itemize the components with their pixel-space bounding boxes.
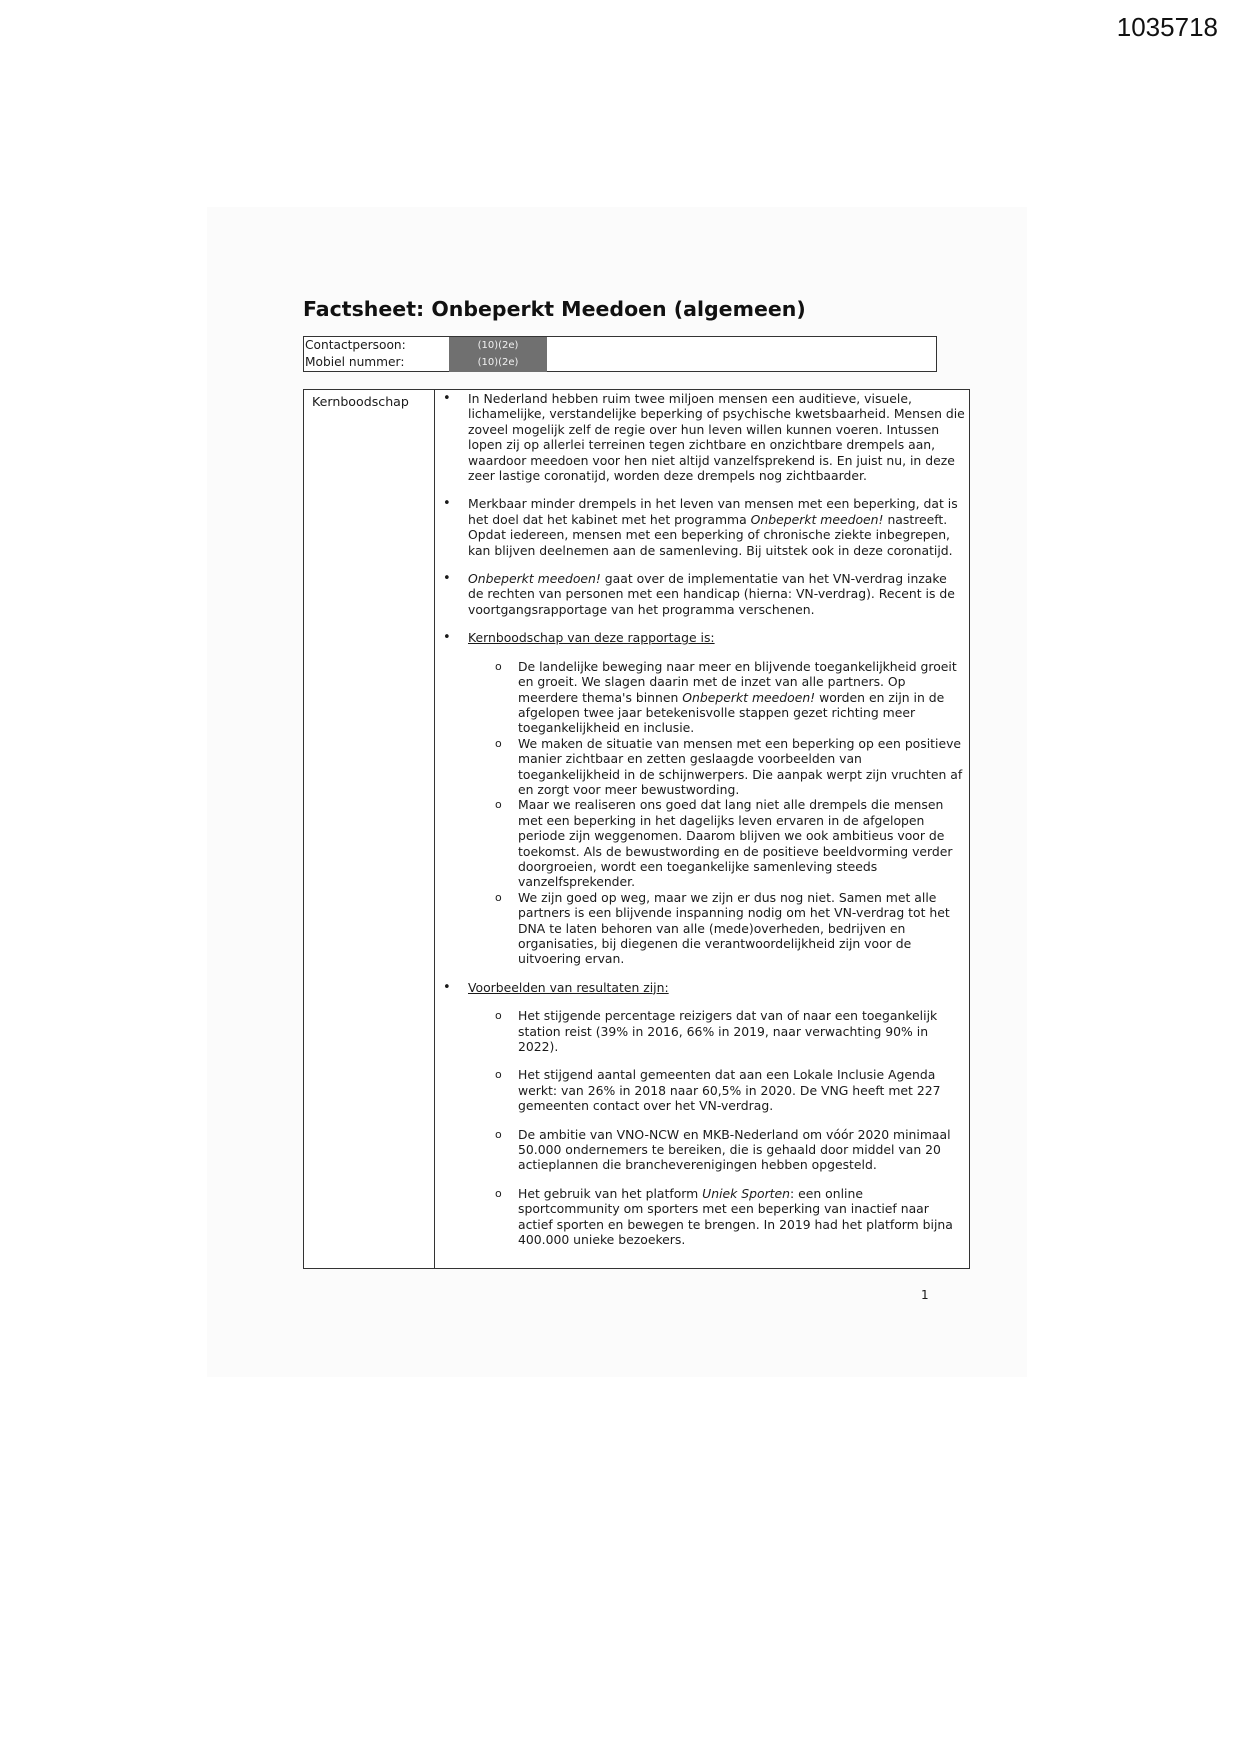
platform-name: Uniek Sporten	[702, 1185, 791, 1201]
sub-list-item	[468, 890, 965, 967]
bullet-text: Merkbaar minder drempels in het leven van mensen met een beperking, dat is het doel dat het kabinet met het programma	[468, 496, 958, 527]
redaction-contact-person: (10)(2e)	[449, 337, 547, 354]
list-item	[435, 980, 965, 1248]
sub-item-text: Het gebruik van het platform	[518, 1185, 703, 1201]
sub-list	[468, 1008, 965, 1247]
mobile-number-row	[304, 354, 936, 371]
contact-table	[303, 336, 937, 372]
contact-person-label: Contactpersoon:	[305, 338, 406, 352]
core-message-table	[303, 389, 970, 1269]
list-item	[435, 391, 965, 483]
core-message-content	[435, 390, 969, 1261]
sub-item-text: Het stijgend aantal gemeenten dat aan een Lokale Inclusie Agenda werkt: van 26% in 2018 naar 60,5% in 2020. De VNG heeft met 227 gemeenten contact over het VN-verdrag.	[518, 1067, 941, 1114]
section-label: Kernboodschap	[312, 394, 409, 409]
contact-person-row	[304, 337, 936, 354]
sub-item-text: : een online sportcommunity om sporters met een beperking van inactief naar actief sporten en bewegen te brengen. In 2019 had het platform bijna 400.000 unieke bezoekers.	[518, 1185, 953, 1248]
subheading-kernboodschap: Kernboodschap van deze rapportage is:	[468, 630, 715, 646]
subheading-voorbeelden: Voorbeelden van resultaten zijn:	[468, 979, 669, 995]
list-item	[435, 630, 965, 967]
sub-list-item	[468, 659, 965, 736]
program-name: Onbeperkt meedoen!	[682, 689, 816, 705]
sub-list-item	[468, 736, 965, 798]
list-item	[435, 571, 965, 617]
sub-list-item	[468, 1186, 965, 1248]
document-id: 1035718	[1116, 12, 1218, 42]
sub-list-item	[468, 1127, 965, 1173]
bullet-text: In Nederland hebben ruim twee miljoen mensen een auditieve, visuele, lichamelijke, verstandelijke beperking of psychische kwetsbaarheid. Mensen die zoveel mogelijk zelf de regie over hun leven willen kunnen voeren. Intussen lopen zij op allerlei terreinen tegen zichtbare en onzichtbare drempels aan, waardoor meedoen voor hen niet altijd vanzelfsprekend is. En juist nu, in deze zeer lastige coronatijd, worden deze drempels nog zichtbaarder.	[468, 391, 965, 484]
sub-item-text: Het stijgende percentage reizigers dat van of naar een toegankelijk station reist (39% in 2016, 66% in 2019, naar verwachting 90% in 2022).	[518, 1008, 938, 1055]
sub-item-text: We zijn goed op weg, maar we zijn er dus nog niet. Samen met alle partners is een blijvende inspanning nodig om het VN-verdrag tot het DNA te laten behoren van alle (mede)overheden, bedrijven en organisaties, bij diegenen die verantwoordelijkheid zijn voor de uitvoering ervan.	[518, 889, 950, 967]
list-item	[435, 496, 965, 558]
sub-item-text: worden en zijn in de afgelopen twee jaar betekenisvolle stappen gezet richting meer toegankelijkheid en inclusie.	[518, 689, 945, 736]
sub-list-item	[468, 1008, 965, 1054]
mobile-number-label: Mobiel nummer:	[305, 355, 405, 369]
sub-item-text: Maar we realiseren ons goed dat lang niet alle drempels die mensen met een beperking in het dagelijks leven ervaren in de afgelopen periode zijn weggenomen. Daarom blijven we ook ambitieus voor de toekomst. Als de bewustwording en de positieve beeldvorming verder doorgroeien, wordt een toegankelijke samenleving steeds vanzelfsprekender.	[518, 797, 953, 890]
sub-list-item	[468, 797, 965, 889]
page-number: 1	[921, 1288, 929, 1302]
sub-item-text: De landelijke beweging naar meer en blijvende toegankelijkheid groeit en groeit. We slagen daarin met de inzet van alle partners. Op meerdere thema's binnen	[518, 658, 957, 705]
sub-item-text: De ambitie van VNO-NCW en MKB-Nederland om vóór 2020 minimaal 50.000 ondernemers te bereiken, die is gehaald door middel van 20 actieplannen die brancheverenigingen hebben opgesteld.	[518, 1126, 951, 1173]
sub-list	[468, 659, 965, 967]
program-name: Onbeperkt meedoen!	[750, 511, 884, 527]
sub-list-item	[468, 1067, 965, 1113]
bullet-list	[435, 391, 965, 1248]
page-title: Factsheet: Onbeperkt Meedoen (algemeen)	[303, 297, 806, 321]
bullet-text: gaat over de implementatie van het VN-verdrag inzake de rechten van personen met een handicap (hierna: VN-verdrag). Recent is de voortgangsrapportage van het programma verschenen.	[468, 571, 955, 617]
program-name: Onbeperkt meedoen!	[468, 571, 601, 587]
sub-item-text: We maken de situatie van mensen met een beperking op een positieve manier zichtbaar en zetten geslaagde voorbeelden van toegankelijkheid in de schijnwerpers. Die aanpak werpt zijn vruchten af en zorgt voor meer bewustwording.	[518, 735, 963, 797]
bullet-text: nastreeft. Opdat iedereen, mensen met een beperking of chronische ziekte inbegrepen, kan blijven deelnemen aan de samenleving. Bij uitstek ook in deze coronatijd.	[468, 511, 953, 558]
redaction-mobile-number: (10)(2e)	[449, 354, 547, 372]
